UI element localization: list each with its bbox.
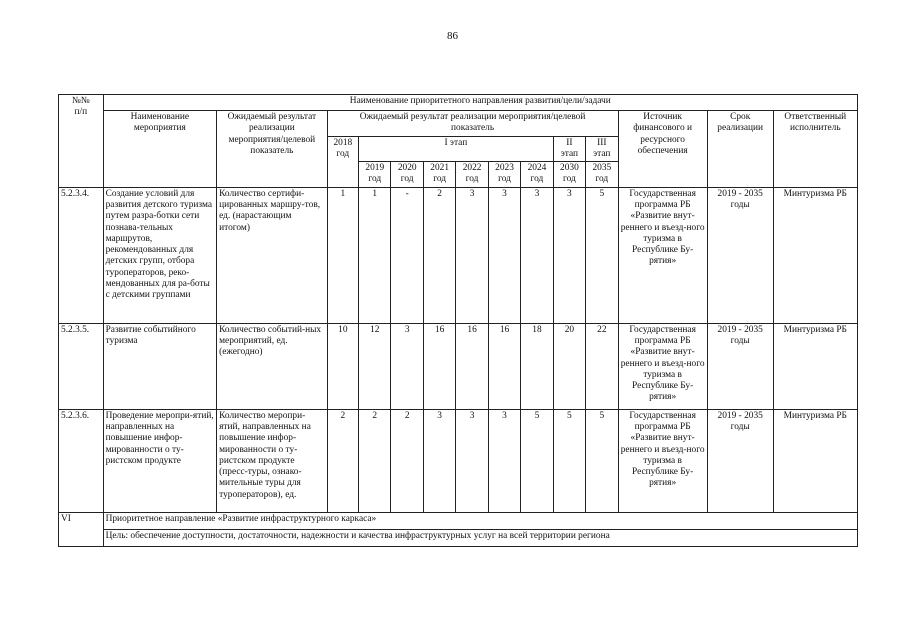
header-year: 2024 год	[521, 162, 553, 188]
row-value: 2	[327, 409, 358, 512]
row-responsible: Минтуризма РБ	[773, 409, 857, 512]
row-value: 16	[423, 323, 455, 409]
row-value: 2	[423, 187, 455, 323]
header-year: 2020 год	[391, 162, 423, 188]
header-year-2018: 2018 год	[327, 136, 358, 187]
row-value: 2	[359, 409, 391, 512]
header-num: №№ п/п	[59, 95, 104, 188]
row-responsible: Минтуризма РБ	[773, 323, 857, 409]
header-stage-2: II этап	[553, 136, 585, 162]
row-value: -	[391, 187, 423, 323]
header-term: Срок реализации	[707, 111, 773, 188]
header-year: 2019 год	[359, 162, 391, 188]
row-value: 3	[553, 187, 585, 323]
row-value: 3	[391, 323, 423, 409]
header-year: 2021 год	[423, 162, 455, 188]
header-expected-result: Ожидаемый результат реализации мероприятия/целевой показатель	[217, 111, 327, 188]
header-year: 2035 год	[586, 162, 618, 188]
row-source: Государственная программа РБ «Развитие внут-реннего и въезд-ного туризма в Республике Бу-рятия»	[618, 187, 707, 323]
row-value: 1	[359, 187, 391, 323]
row-indicator: Количество событий-ных мероприятий, ед. (ежегодно)	[217, 323, 327, 409]
row-event: Развитие событийного туризма	[103, 323, 217, 409]
row-value: 18	[521, 323, 553, 409]
header-stage-1: I этап	[359, 136, 554, 162]
row-term: 2019 - 2035 годы	[707, 187, 773, 323]
section-priority: Приоритетное направление «Развитие инфраструктурного каркаса»	[103, 512, 857, 529]
table-row	[59, 323, 858, 409]
row-num: 5.2.3.4.	[59, 187, 104, 323]
row-value: 5	[553, 409, 585, 512]
table-row	[59, 409, 858, 512]
row-event: Создание условий для развития детского туризма путем разра-ботки сети познава-тельных маршрутов, рекомендованных для детских групп, отбора туроператоров, реко-мендованных для ра-боты с детскими группами	[103, 187, 217, 323]
row-value: 10	[327, 323, 358, 409]
row-indicator: Количество меропри-ятий, направленных на повышение инфор-мированности о ту-ристском продукте (пресс-туры, ознако-мительные туры для туроператоров), ед.	[217, 409, 327, 512]
row-event: Проведение меропри-ятий, направленных на повышение инфор-мированности о ту-ристском продукте	[103, 409, 217, 512]
row-value: 3	[521, 187, 553, 323]
row-value: 12	[359, 323, 391, 409]
row-value: 5	[586, 409, 618, 512]
row-value: 16	[488, 323, 520, 409]
row-term: 2019 - 2035 годы	[707, 323, 773, 409]
row-value: 3	[423, 409, 455, 512]
row-value: 3	[488, 409, 520, 512]
header-year: 2023 год	[488, 162, 520, 188]
row-term: 2019 - 2035 годы	[707, 409, 773, 512]
page-number: 86	[447, 30, 458, 42]
row-value: 1	[327, 187, 358, 323]
header-expected-realization: Ожидаемый результат реализации мероприятия/целевой показатель	[327, 111, 618, 137]
row-value: 3	[456, 187, 488, 323]
row-value: 5	[521, 409, 553, 512]
row-value: 3	[456, 409, 488, 512]
header-year: 2022 год	[456, 162, 488, 188]
table-row	[59, 187, 858, 323]
section-num: VI	[59, 512, 104, 546]
row-value: 16	[456, 323, 488, 409]
row-indicator: Количество сертифи-цированных маршру-тов, ед. (нарастающим итогом)	[217, 187, 327, 323]
header-stage-3: III этап	[586, 136, 618, 162]
row-source: Государственная программа РБ «Развитие внут-реннего и въезд-ного туризма в Республике Бу-рятия»	[618, 323, 707, 409]
row-num: 5.2.3.6.	[59, 409, 104, 512]
row-value: 2	[391, 409, 423, 512]
header-year: 2030 год	[553, 162, 585, 188]
row-value: 3	[488, 187, 520, 323]
row-responsible: Минтуризма РБ	[773, 187, 857, 323]
row-source: Государственная программа РБ «Развитие внут-реннего и въезд-ного туризма в Республике Бу-рятия»	[618, 409, 707, 512]
row-value: 20	[553, 323, 585, 409]
header-priority-title: Наименование приоритетного направления развития/цели/задачи	[103, 95, 857, 111]
row-num: 5.2.3.5.	[59, 323, 104, 409]
activities-table	[58, 94, 858, 547]
row-value: 5	[586, 187, 618, 323]
header-source: Источник финансового и ресурсного обеспечения	[618, 111, 707, 188]
header-responsible: Ответственный исполнитель	[773, 111, 857, 188]
header-event-name: Наименование мероприятия	[103, 111, 217, 188]
section-goal: Цель: обеспечение доступности, достаточности, надежности и качества инфраструктурных услуг на всей территории региона	[103, 529, 857, 546]
row-value: 22	[586, 323, 618, 409]
